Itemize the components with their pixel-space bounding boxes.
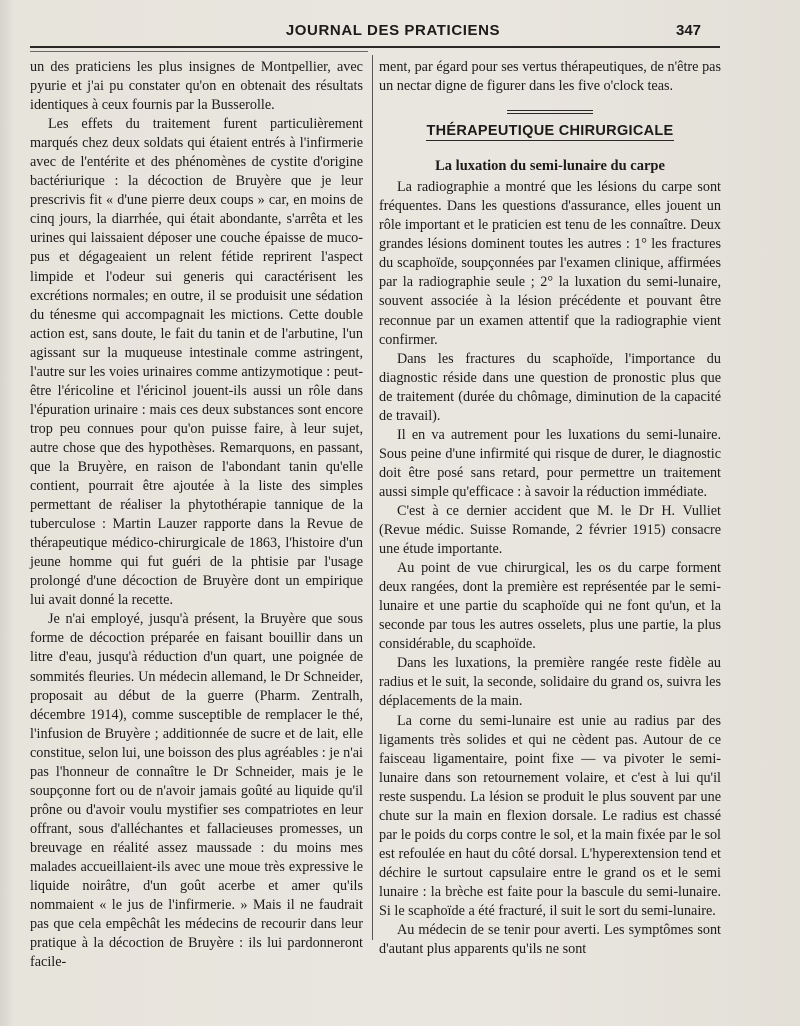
paragraph: La corne du semi-lunaire est unie au radius par des ligaments très solides et qui ne cèdent pas. Autour de ce faisceau ligamentaire, point fixe — va pivoter le semi-lunaire dans son retournement volaire, et c'est à lui qu'il reste suspendu. La lésion se produit le plus souvent par une chute sur la main en flexion dorsale. Le radius est chassé par le poids du corps contre le sol, et la main fixée par le sol est refoulée en haut du côté dorsal. L'hyperextension tend et déchire le surtout capsulaire entre le grand os et le semi lunaire : la brèche est faite pour la bascule du semi-lunaire. Si le scaphoïde a été fracturé, il suit le sort du semi-lunaire. <box>379 712 721 919</box>
paragraph: La radiographie a montré que les lésions du carpe sont fréquentes. Dans les questions d'assurance, elles jouent un rôle important et le praticien est tenu de les connaître. Deux grandes lésions dominent toutes les autres : 1° les fractures du scaphoïde, soupçonnées par l'examen clinique, affirmées par la radiographie seule ; 2° la luxation du semi-lunaire, souvent associée à la lésion précédente et pouvant être reconnue par un examen attentif que la radiographie vient confirmer. <box>379 179 721 348</box>
paragraph: Au point de vue chirurgical, les os du carpe forment deux rangées, dont la première est représentée par le semi-lunaire et une partie du scaphoïde qui ne font qu'un, et la seconde par tous les autres osselets, plus une partie, la plus considérable, du scaphoïde. <box>379 560 721 653</box>
paragraph: Les effets du traitement furent particulièrement marqués chez deux soldats qui étaient entrés à l'infirmerie avec de l'entérite et des phénomènes de cystite d'origine bactériurique : la décoction de Bruyère que je leur prescrivis fit « d'une pierre deux coups » car, en moins de cinq jours, la diarrhée, qui était abondante, s'arrêta et les urines qui laissaient déposer une couche épaisse de muco-pus et dégageaient un relent fétide reprirent l'aspect limpide et l'odeur sui generis qui caractérisent les excrétions normales; en outre, il se produisit une sédation du ténesme qui accompagnait les mictions. Cette double action est, sans doute, le fait du tanin et de l'arbutine, l'un agissant sur la muqueuse intestinale comme astringent, l'autre sur les voies urinaires comme antizymotique : peut-être l'éricoline et l'éricinol jouent-ils aussi un rôle dans l'épuration urinaire : mais ces deux substances sont encore trop peu connues pour qu'on puisse faire, à leur sujet, autre chose que des hypothèses. Remarquons, en passant, que la Bruyère, en raison de l'abondant tanin qu'elle contient, pourrait être ajoutée à la liste des simples permettant de réaliser la phytothérapie tannique de la tuberculose : Martin Lauzer rapporte dans la Revue de thérapeutique médico-chirurgicale de 1863, l'histoire d'un jeune homme qui fut guéri de la phtisie par l'usage prolongé d'une décoction de Bruyère dont un empirique lui avait donné la recette. <box>30 116 363 609</box>
journal-title: JOURNAL DES PRATICIENS <box>285 22 501 39</box>
paragraph: Je n'ai employé, jusqu'à présent, la Bruyère que sous forme de décoction préparée en faisant bouillir dans un litre d'eau, jusqu'à réduction d'un quart, une poignée de sommités fleuries. Un médecin allemand, le Dr Schneider, proposait au début de la guerre (Pharm. Zentralh, décembre 1914), comme susceptible de remplacer le thé, l'infusion de Bruyère ; additionnée de sucre et de lait, elle constitue, selon lui, une boisson des plus agréables : je n'ai pas l'honneur de connaître le Dr Schneider, mais je le soupçonne fort ou de n'avoir jamais goûté au liquide qu'il prône ou d'avoir voulu mystifier ses compatriotes en leur offrant, sous d'alléchantes et fallacieuses promesses, un breuvage en réalité assez maussade : du moins mes malades accueillaient-ils avec une moue très expressive le liquide noirâtre, d'un goût acerbe et amer qu'ils nommaient « le jus de l'infirmerie. » Mais il ne faudrait pas que cela empêchât les médecins de recourir dans leur pratique à la décoction de Bruyère : ils lui pardonneront facile- <box>30 611 363 971</box>
paragraph: ment, par égard pour ses vertus thérapeutiques, de n'être pas un nectar digne de figurer dans les five o'clock teas. <box>379 59 721 95</box>
page-header <box>0 22 800 44</box>
paragraph: Au médecin de se tenir pour averti. Les symptômes sont d'autant plus apparents qu'ils ne sont <box>379 922 721 958</box>
paragraph: C'est à ce dernier accident que M. le Dr H. Vulliet (Revue médic. Suisse Romande, 2 février 1915) consacre une étude importante. <box>379 502 721 558</box>
paragraph: un des praticiens les plus insignes de Montpellier, avec pyurie et j'ai pu constater qu'on en obtenait des résultats identiques à ceux fournis par la Busserolle. <box>30 59 363 114</box>
header-subrule <box>30 51 368 52</box>
right-column <box>379 58 721 959</box>
page-number: 347 <box>676 22 702 39</box>
header-rule <box>30 46 720 48</box>
section-title-text: THÉRAPEUTIQUE CHIRURGICALE <box>426 123 674 140</box>
paragraph: Dans les luxations, la première rangée reste fidèle au radius et le suit, la seconde, solidaire du grand os, suivra les déplacements de la main. <box>379 655 721 710</box>
section-rule <box>507 110 593 111</box>
paragraph: Il en va autrement pour les luxations du semi-lunaire. Sous peine d'une infirmité qui risque de durer, le diagnostic doit être posé sans retard, pour permettre un traitement aussi simple qu'efficace : à savoir la réduction immédiate. <box>379 426 721 500</box>
section-title <box>379 122 721 141</box>
article-title: La luxation du semi-lunaire du carpe <box>435 158 665 175</box>
section-rule <box>507 113 593 114</box>
paragraph: Dans les fractures du scaphoïde, l'importance du diagnostic réside dans une question de pronostic plus que de traitement (durée du chômage, diminution de la capacité de travail). <box>379 350 721 424</box>
left-column <box>30 58 363 972</box>
column-divider <box>372 55 373 940</box>
